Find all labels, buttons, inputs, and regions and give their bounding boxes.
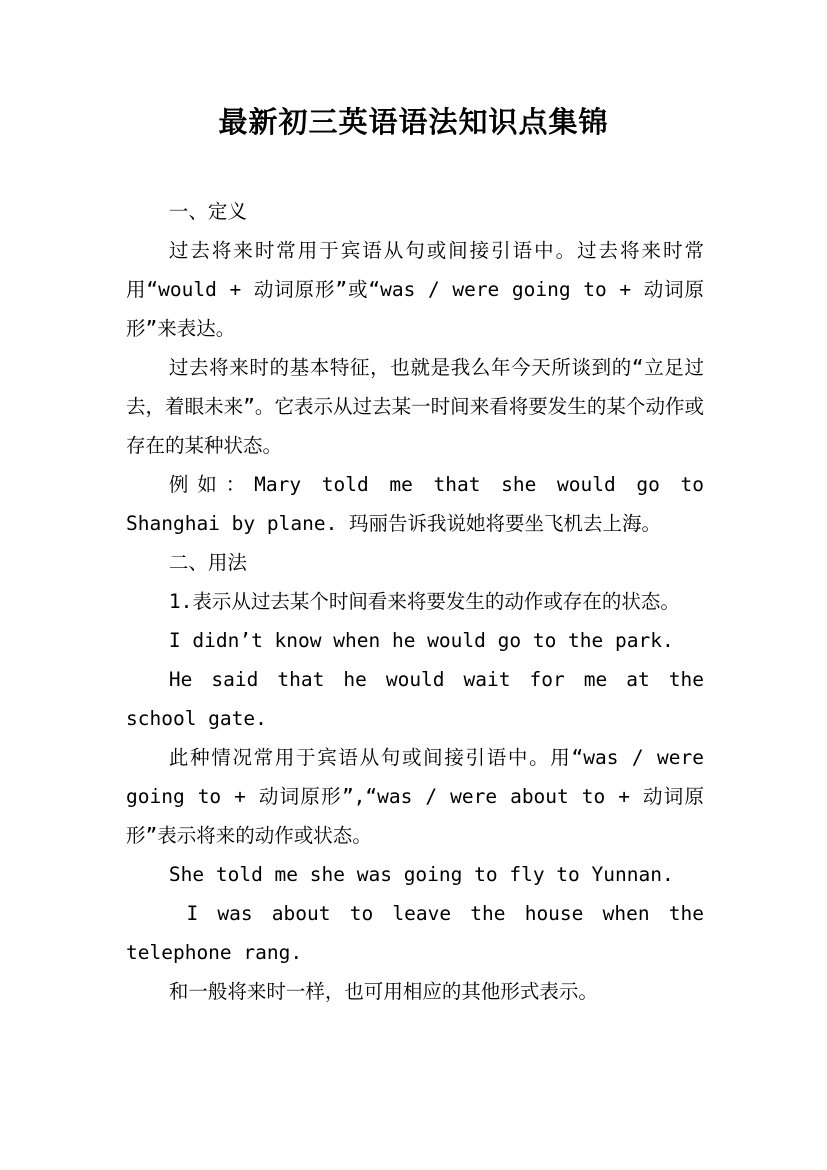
example-sentence: She told me she was going to fly to Yunnan.	[168, 863, 674, 886]
document-body	[126, 192, 704, 1011]
paragraph: 过去将来时的基本特征，也就是我么年今天所谈到的“立足过去，着眼未来”。它表示从过去某一时间来看将要发生的某个动作或存在的某种状态。	[126, 356, 704, 457]
paragraph: 此种情况常用于宾语从句或间接引语中。用“was / were going to + 动词原形”,“was / were about to + 动词原形”表示将来的动作或状态。	[126, 746, 704, 847]
section-heading-usage: 二、用法	[168, 551, 247, 574]
example-sentence: I didn’t know when he would go to the park.	[168, 629, 674, 652]
example-paragraph: 例如：Mary told me that she would go to Shanghai by plane. 玛丽告诉我说她将要坐飞机去上海。	[126, 473, 704, 535]
document-title: 最新初三英语语法知识点集锦	[218, 105, 609, 139]
paragraph: 过去将来时常用于宾语从句或间接引语中。过去将来时常用“would + 动词原形”或“was / were going to + 动词原形”来表达。	[126, 239, 704, 340]
paragraph: 和一般将来时一样，也可用相应的其他形式表示。	[168, 980, 598, 1003]
usage-item: 1.表示从过去某个时间看来将要发生的动作或存在的状态。	[168, 590, 680, 613]
example-sentence: I was about to leave the house when the telephone rang.	[126, 902, 704, 964]
example-sentence: He said that he would wait for me at the school gate.	[126, 668, 704, 730]
section-heading-definition: 一、定义	[168, 200, 247, 223]
